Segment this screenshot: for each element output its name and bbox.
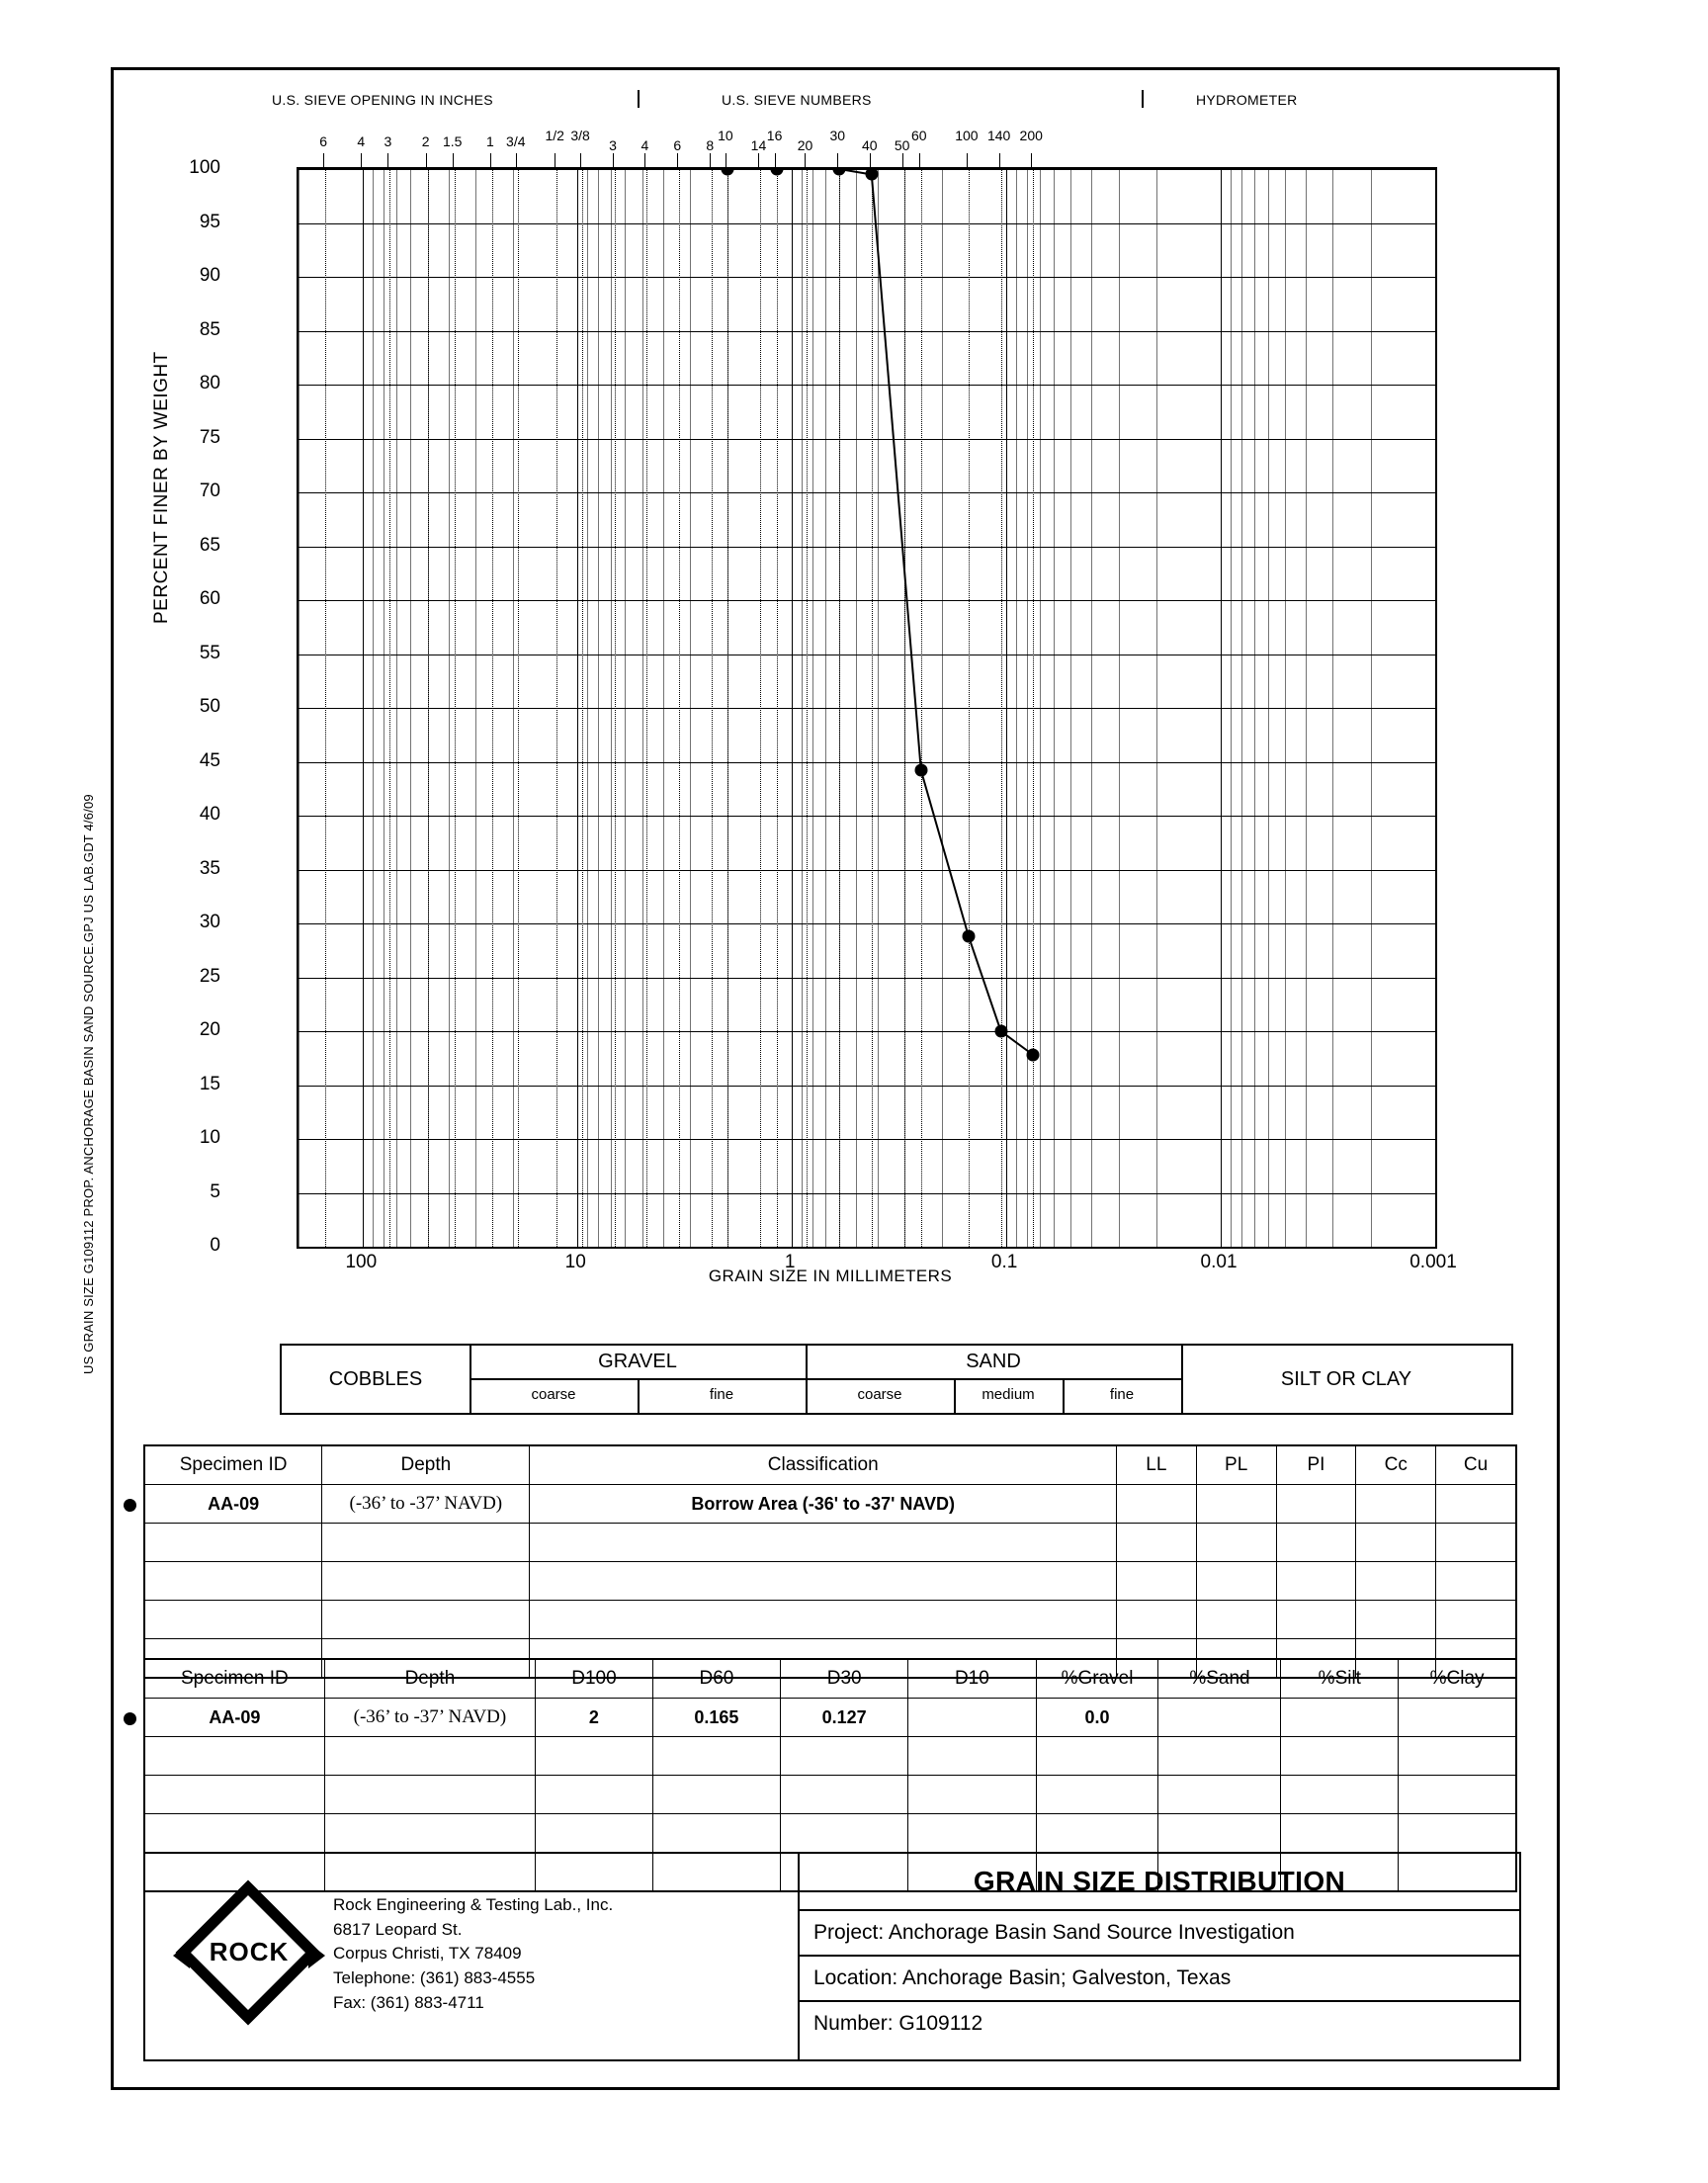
sieve-gridline [389,169,390,1247]
report-title: GRAIN SIZE DISTRIBUTION [973,1866,1346,1896]
column-header: Cc [1356,1445,1436,1485]
y-tick-label: 95 [199,211,220,232]
table-header-row [144,1445,1516,1485]
logo-text: ROCK [209,1937,290,1966]
column-header: D100 [536,1659,653,1699]
cell-d30 [781,1737,908,1776]
cell-cc [1356,1601,1436,1639]
grid-horizontal [299,1193,1435,1194]
sieve-gridline [325,169,326,1247]
cell-specimen_id: AA-09 [144,1699,324,1737]
company-info [145,1854,798,2059]
cell-clay [1399,1814,1516,1853]
sieve-gridline [679,169,680,1247]
y-tick-label: 80 [199,373,220,393]
sieve-tick [805,153,806,167]
cell-d100: 2 [536,1699,653,1737]
table-row[interactable] [144,1776,1516,1814]
cell-depth [324,1737,535,1776]
report-number: Number: G109112 [800,2000,1519,2046]
sieve-tick [613,153,614,167]
chart-header-hydrometer: HYDROMETER [1196,92,1298,108]
drawing-sheet [111,67,1560,2090]
column-header: D10 [908,1659,1036,1699]
grid-horizontal [299,1247,1435,1248]
cell-specimen_id [144,1737,324,1776]
table-row[interactable] [144,1737,1516,1776]
cell-cu [1436,1562,1516,1601]
company-address-1: 6817 Leopard St. [333,1919,463,1939]
company-name: Rock Engineering & Testing Lab., Inc. [333,1895,614,1914]
cell-cu [1436,1485,1516,1524]
cell-cu [1436,1601,1516,1639]
cell-d10 [908,1737,1036,1776]
sieve-gridline [839,169,840,1247]
x-tick-label: 0.1 [990,1252,1018,1272]
sieve-label: 100 [955,128,979,143]
grid-horizontal [299,923,1435,924]
sieve-label: 4 [357,133,366,149]
y-tick-label: 50 [199,696,220,717]
x-tick-label: 0.01 [1200,1252,1238,1272]
cell-d60: 0.165 [652,1699,780,1737]
cell-cc [1356,1562,1436,1601]
cell-sand [1158,1814,1281,1853]
cell-clay [1399,1776,1516,1814]
sieve-tick [758,153,759,167]
y-tick-label: 60 [199,588,220,609]
cell-pi [1276,1562,1356,1601]
sieve-gridline [1001,169,1002,1247]
column-header: %Clay [1399,1659,1516,1699]
sieve-label: 50 [894,137,910,153]
cell-sand [1158,1776,1281,1814]
sieve-gridline [615,169,616,1247]
sieve-tick [323,153,324,167]
grid-vertical [1435,169,1436,1247]
cell-gravel: 0.0 [1036,1699,1158,1737]
sieve-gridline [492,169,493,1247]
sieve-tick [999,153,1000,167]
cell-depth [322,1524,530,1562]
y-tick-label: 40 [199,804,220,825]
column-header: %Sand [1158,1659,1281,1699]
cell-ll [1116,1524,1196,1562]
sieve-gridline [712,169,713,1247]
cell-silt [1281,1699,1399,1737]
cell-gravel [1036,1737,1158,1776]
cell-pi [1276,1601,1356,1639]
cell-cc [1356,1485,1436,1524]
sieve-label: 1 [486,133,494,149]
company-telephone: Telephone: (361) 883-4555 [333,1967,536,1987]
soil-classification-band [280,1344,1513,1415]
cell-gravel [1036,1776,1158,1814]
y-tick-label: 0 [210,1235,220,1256]
column-header: PL [1196,1445,1276,1485]
cell-specimen_id [144,1776,324,1814]
company-fax: Fax: (361) 883-4711 [333,1992,484,2012]
cell-d100 [536,1776,653,1814]
grid-horizontal [299,978,1435,979]
grid-horizontal [299,492,1435,493]
sieve-gridline [1033,169,1034,1247]
grid-horizontal [299,1031,1435,1032]
cell-pl [1196,1601,1276,1639]
sieve-label: 10 [718,128,733,143]
grid-horizontal [299,277,1435,278]
cell-depth: (-36’ to -37’ NAVD) [322,1485,530,1524]
header-divider-2 [1142,90,1144,108]
band-cobbles: COBBLES [328,1367,423,1390]
sieve-tick [1031,153,1032,167]
cell-depth [324,1814,535,1853]
table-row[interactable] [144,1814,1516,1853]
sieve-label: 3/8 [570,128,590,143]
y-tick-label: 25 [199,965,220,987]
cell-specimen_id [144,1601,322,1639]
sieve-tick [387,153,388,167]
sieve-label: 3/4 [506,133,526,149]
cell-d30 [781,1776,908,1814]
sieve-gridline [428,169,429,1247]
sieve-gridline [582,169,583,1247]
column-header: %Silt [1281,1659,1399,1699]
grid-horizontal [299,331,1435,332]
sieve-tick [677,153,678,167]
column-header: Specimen ID [144,1659,324,1699]
sieve-tick [967,153,968,167]
cell-pl [1196,1524,1276,1562]
sieve-label: 16 [766,128,783,143]
sieve-label: 60 [910,128,927,143]
y-tick-label: 5 [210,1180,220,1202]
y-tick-label: 100 [189,157,220,178]
cell-d10 [908,1814,1036,1853]
report-project: Project: Anchorage Basin Sand Source Investigation [800,1909,1519,1955]
sieve-gridline [455,169,456,1247]
grid-horizontal [299,762,1435,763]
sieve-gridline [727,169,728,1247]
sieve-tick [580,153,581,167]
column-header: D30 [781,1659,908,1699]
report-location: Location: Anchorage Basin; Galveston, Texas [800,1955,1519,2000]
sieve-label: 2 [421,133,430,149]
cell-d100 [536,1737,653,1776]
sieve-label: 1.5 [442,133,463,149]
cell-classification [530,1524,1117,1562]
cell-depth [322,1601,530,1639]
band-silt-or-clay: SILT OR CLAY [1280,1367,1412,1390]
cell-ll [1116,1562,1196,1601]
y-tick-label: 55 [199,642,220,663]
title-block [143,1852,1521,2061]
sieve-label: 4 [640,137,649,153]
cell-cc [1356,1524,1436,1562]
grid-horizontal [299,816,1435,817]
band-sand: SAND [966,1351,1021,1372]
sieve-gridline [921,169,922,1247]
cell-pl [1196,1485,1276,1524]
sieve-gridline [760,169,761,1247]
sieve-tick [453,153,454,167]
cell-silt [1281,1776,1399,1814]
cell-depth [324,1776,535,1814]
grid-horizontal [299,547,1435,548]
plot-area [297,167,1437,1249]
y-tick-label: 85 [199,318,220,340]
sieve-label: 200 [1019,128,1043,143]
sieve-label: 20 [797,137,813,153]
data-point [865,168,878,181]
sieve-tick [919,153,920,167]
sieve-gridline [646,169,647,1247]
cell-pi [1276,1524,1356,1562]
table-row[interactable] [144,1601,1516,1639]
sieve-tick [775,153,776,167]
y-tick-label: 65 [199,534,220,556]
sieve-label: 3 [384,133,392,149]
sieve-tick [644,153,645,167]
sieve-tick [490,153,491,167]
cell-sand [1158,1737,1281,1776]
sieve-tick [902,153,903,167]
cell-clay [1399,1737,1516,1776]
sieve-label: 30 [829,128,846,143]
grid-horizontal [299,600,1435,601]
chart-header-sieve-inches: U.S. SIEVE OPENING IN INCHES [272,92,493,108]
y-tick-label: 15 [199,1073,220,1094]
sieve-tick [516,153,517,167]
y-tick-label: 30 [199,912,220,932]
cell-d10 [908,1776,1036,1814]
sieve-gridline [518,169,519,1247]
band-gravel: GRAVEL [598,1351,677,1372]
sieve-label: 14 [750,137,767,153]
y-axis-title: PERCENT FINER BY WEIGHT [151,351,172,624]
cell-pl [1196,1562,1276,1601]
column-header: PI [1276,1445,1356,1485]
cell-specimen_id [144,1524,322,1562]
cell-cu [1436,1524,1516,1562]
table-row[interactable] [144,1699,1516,1737]
cell-clay [1399,1699,1516,1737]
sieve-label: 1/2 [545,128,564,143]
band-sand-coarse: coarse [857,1386,902,1403]
column-header: D60 [652,1659,780,1699]
row-marker-gradation [124,1712,136,1725]
sieve-tick [710,153,711,167]
sieve-gridline [969,169,970,1247]
x-axis-title: GRAIN SIZE IN MILLIMETERS [708,1266,953,1285]
cell-pi [1276,1485,1356,1524]
grid-horizontal [299,708,1435,709]
cell-d60 [652,1776,780,1814]
sieve-gridline [807,169,808,1247]
sieve-label: 140 [986,128,1011,143]
grid-horizontal [299,223,1435,224]
cell-d10 [908,1699,1036,1737]
cell-silt [1281,1814,1399,1853]
cell-d60 [652,1737,780,1776]
data-point [962,930,975,943]
side-annotation: US GRAIN SIZE G109112 PROP. ANCHORAGE BASIN SAND SOURCE.GPJ US LAB.GDT 4/6/09 [81,794,96,1374]
company-address-2: Corpus Christi, TX 78409 [333,1944,522,1964]
y-tick-label: 75 [199,426,220,448]
cell-d100 [536,1814,653,1853]
y-tick-label: 10 [199,1127,220,1148]
sieve-gridline [777,169,778,1247]
cell-specimen_id [144,1814,324,1853]
cell-classification [530,1601,1117,1639]
header-divider-1 [638,90,640,108]
cell-silt [1281,1737,1399,1776]
column-header: Cu [1436,1445,1516,1485]
band-gravel-fine: fine [709,1386,734,1403]
cell-specimen_id: AA-09 [144,1485,322,1524]
sieve-gridline [904,169,905,1247]
band-sand-fine: fine [1109,1386,1135,1403]
x-tick-label: 100 [345,1252,378,1272]
grid-horizontal [299,439,1435,440]
cell-specimen_id [144,1562,322,1601]
sieve-label: 8 [706,137,715,153]
grid-horizontal [299,385,1435,386]
sieve-gridline [556,169,557,1247]
x-tick-label: 0.001 [1409,1252,1457,1272]
report-info [798,1854,1519,2059]
sieve-gridline [872,169,873,1247]
band-gravel-coarse: coarse [531,1386,576,1403]
cell-ll [1116,1601,1196,1639]
table-row[interactable] [144,1524,1516,1562]
grid-horizontal [299,1139,1435,1140]
cell-depth: (-36’ to -37’ NAVD) [324,1699,535,1737]
sieve-tick [837,153,838,167]
data-point [914,764,927,777]
table-row[interactable] [144,1562,1516,1601]
sieve-tick [870,153,871,167]
cell-classification: Borrow Area (-36' to -37' NAVD) [530,1485,1117,1524]
cell-d30 [781,1814,908,1853]
table-row[interactable] [144,1485,1516,1524]
table-header-row [144,1659,1516,1699]
column-header: Specimen ID [144,1445,322,1485]
grain-size-chart [143,90,1517,1336]
y-tick-label: 70 [199,480,220,501]
classification-table [143,1444,1517,1679]
cell-gravel [1036,1814,1158,1853]
sieve-label: 40 [862,137,878,153]
cell-d30: 0.127 [781,1699,908,1737]
column-header: Depth [322,1445,530,1485]
sieve-gridline [363,169,364,1247]
column-header: Depth [324,1659,535,1699]
cell-depth [322,1562,530,1601]
rock-logo [175,1899,323,2008]
column-header: LL [1116,1445,1196,1485]
band-sand-medium: medium [982,1386,1035,1403]
column-header: Classification [530,1445,1117,1485]
grid-horizontal [299,1086,1435,1087]
y-tick-label: 20 [199,1019,220,1040]
x-tick-label: 10 [564,1252,586,1272]
sieve-tick [361,153,362,167]
y-tick-label: 35 [199,857,220,879]
grid-horizontal [299,870,1435,871]
sieve-label: 3 [609,137,617,153]
cell-d60 [652,1814,780,1853]
sieve-label: 6 [673,137,682,153]
x-tick-label: 1 [784,1252,796,1272]
y-tick-label: 90 [199,265,220,286]
cell-sand [1158,1699,1281,1737]
cell-ll [1116,1485,1196,1524]
cell-classification [530,1562,1117,1601]
chart-header-sieve-numbers: U.S. SIEVE NUMBERS [722,92,872,108]
data-point [994,1025,1007,1038]
data-point [1027,1048,1040,1061]
column-header: %Gravel [1036,1659,1158,1699]
row-marker-classification [124,1499,136,1512]
y-tick-label: 45 [199,749,220,771]
sieve-tick [426,153,427,167]
sieve-label: 6 [319,133,327,149]
